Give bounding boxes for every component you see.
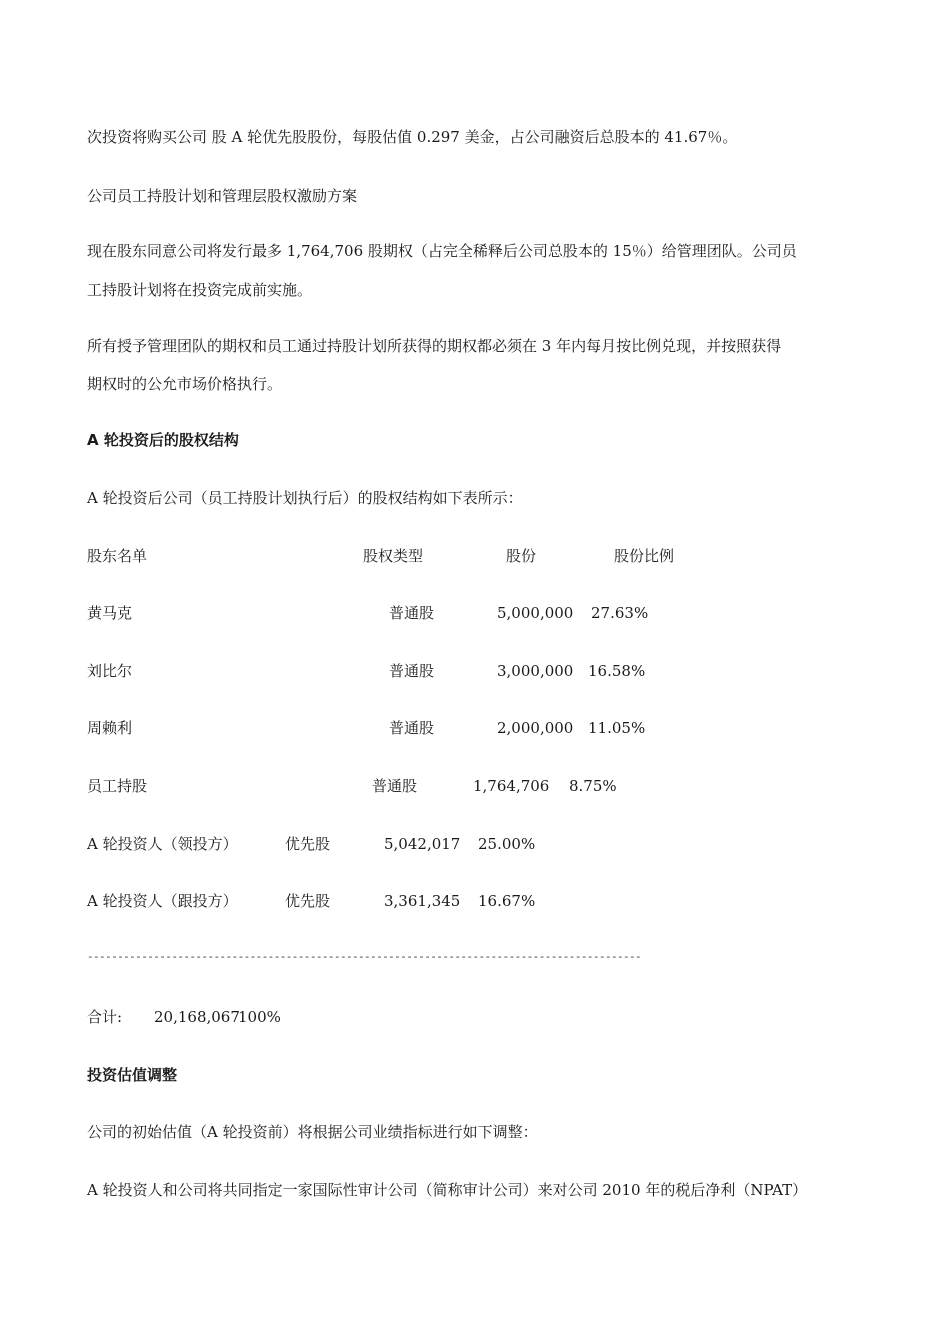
paragraph-audit-npat: A 轮投资人和公司将共同指定一家国际性审计公司（简称审计公司）来对公司 2010 年的税后净利（NPAT） [87, 1181, 808, 1199]
table-total-label: 合计: [87, 1008, 123, 1026]
table-cell-shares: 3,361,345 [384, 892, 461, 910]
table-separator: -------------------------------------------------------------------------------------------- [87, 950, 642, 963]
paragraph-valuation-intro: 公司的初始估值（A 轮投资前）将根据公司业绩指标进行如下调整： [87, 1123, 538, 1141]
paragraph-option-pool-line2: 工持股计划将在投资完成前实施。 [87, 281, 313, 299]
table-cell-share-type: 优先股 [285, 892, 331, 910]
table-cell-shareholder: A 轮投资人（领投方） [87, 835, 238, 853]
table-cell-percentage: 16.67% [478, 892, 536, 910]
table-cell-shareholder: 刘比尔 [87, 662, 133, 680]
paragraph-esop-heading: 公司员工持股计划和管理层股权激励方案 [87, 187, 358, 205]
table-cell-share-type: 普通股 [389, 662, 435, 680]
table-cell-share-type: 普通股 [389, 719, 435, 737]
table-cell-shares: 2,000,000 [497, 719, 574, 737]
paragraph-investment-summary: 次投资将购买公司 股 A 轮优先股股份，每股估值 0.297 美金，占公司融资后总股本的 41.67％。 [87, 128, 738, 146]
section-heading-valuation-adjustment: 投资估值调整 [87, 1066, 178, 1084]
table-cell-share-type: 普通股 [372, 777, 418, 795]
table-cell-shareholder: 周赖利 [87, 719, 133, 737]
table-header-percentage: 股份比例 [614, 547, 675, 565]
table-cell-shareholder: A 轮投资人（跟投方） [87, 892, 238, 910]
table-cell-shareholder: 员工持股 [87, 777, 148, 795]
table-cell-percentage: 8.75% [569, 777, 617, 795]
paragraph-cap-table-intro: A 轮投资后公司（员工持股计划执行后）的股权结构如下表所示： [87, 489, 523, 507]
paragraph-option-pool-line1: 现在股东同意公司将发行最多 1,764,706 股期权（占完全稀释后公司总股本的 15％）给管理团队。公司员 [87, 242, 797, 260]
table-cell-shares: 3,000,000 [497, 662, 574, 680]
table-header-shares: 股份 [506, 547, 537, 565]
table-cell-share-type: 优先股 [285, 835, 331, 853]
table-cell-percentage: 16.58% [588, 662, 646, 680]
table-total-shares: 20,168,067 [154, 1008, 240, 1026]
section-heading-cap-table: A 轮投资后的股权结构 [87, 431, 239, 449]
table-header-share-type: 股权类型 [363, 547, 424, 565]
table-cell-percentage: 27.63% [591, 604, 649, 622]
table-cell-shares: 5,042,017 [384, 835, 461, 853]
table-cell-shareholder: 黄马克 [87, 604, 133, 622]
table-cell-percentage: 25.00% [478, 835, 536, 853]
paragraph-vesting-line2: 期权时的公允市场价格执行。 [87, 375, 283, 393]
table-cell-shares: 1,764,706 [473, 777, 550, 795]
table-total-percentage: 100% [238, 1008, 281, 1026]
table-cell-share-type: 普通股 [389, 604, 435, 622]
table-cell-shares: 5,000,000 [497, 604, 574, 622]
table-cell-percentage: 11.05% [588, 719, 646, 737]
paragraph-vesting-line1: 所有授予管理团队的期权和员工通过持股计划所获得的期权都必须在 3 年内每月按比例兑现，并按照获得 [87, 337, 782, 355]
table-header-shareholder: 股东名单 [87, 547, 148, 565]
